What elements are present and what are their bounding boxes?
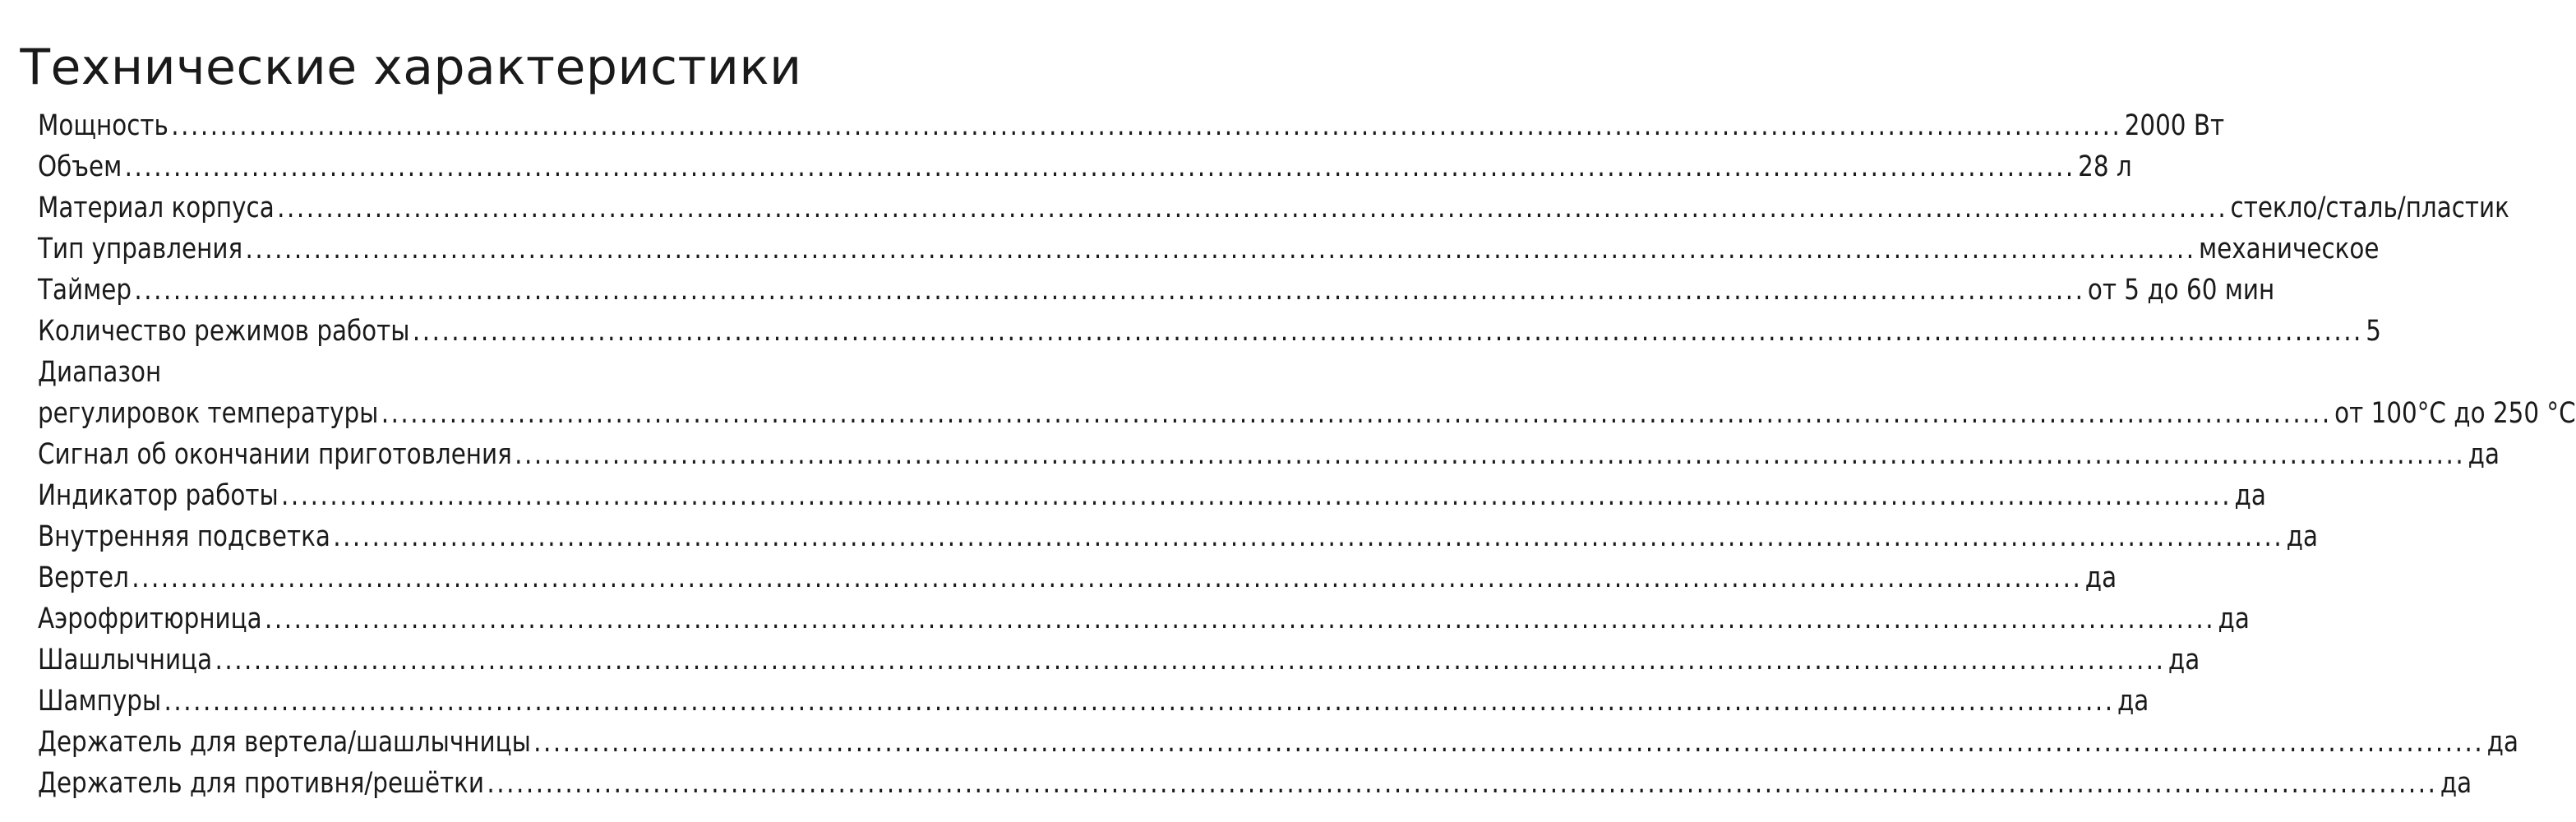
spec-row-tray-holder xyxy=(38,763,2472,804)
spec-row-rotisserie xyxy=(38,557,2117,598)
leader-dots: ........................................................................................................................................................................................................ xyxy=(381,397,2332,430)
spec-value: механическое xyxy=(2198,233,2380,266)
spec-row-body-material xyxy=(38,187,2509,229)
spec-value: 5 xyxy=(2366,315,2382,348)
spec-label: Держатель для вертела/шашлычницы xyxy=(38,726,531,759)
spec-label: Аэрофритюрница xyxy=(38,603,262,635)
spec-row-timer xyxy=(38,270,2275,311)
leader-dots: ........................................................................................................................................................................................................ xyxy=(281,479,2232,512)
spec-value: от 100°C до 250 °C xyxy=(2334,397,2576,430)
spec-value: да xyxy=(2218,603,2250,635)
spec-row-kebab-maker xyxy=(38,640,2200,681)
spec-label: Материал корпуса xyxy=(38,192,275,224)
leader-dots: ........................................................................................................................................................................................................ xyxy=(487,767,2438,800)
spec-label: Шашлычница xyxy=(38,644,213,677)
spec-row-inner-light xyxy=(38,516,2319,557)
spec-label: Сигнал об окончании приготовления xyxy=(38,438,512,471)
spec-label: Мощность xyxy=(38,109,169,142)
spec-value: да xyxy=(2117,685,2149,718)
leader-dots: ........................................................................................................................................................................................................ xyxy=(515,438,2466,471)
spec-value: да xyxy=(2234,479,2266,512)
spec-label: Таймер xyxy=(38,274,132,307)
spec-row-end-signal xyxy=(38,434,2500,475)
leader-dots: ........................................................................................................................................................................................................ xyxy=(533,726,2485,759)
spec-value: стекло/сталь/пластик xyxy=(2230,192,2509,224)
spec-row-air-fryer xyxy=(38,598,2250,640)
spec-row-spit-holder xyxy=(38,722,2518,763)
leader-dots: ........................................................................................................................................................................................................ xyxy=(333,520,2284,553)
spec-value: да xyxy=(2468,438,2500,471)
leader-dots: ........................................................................................................................................................................................................ xyxy=(124,150,2075,183)
spec-label: Держатель для противня/решётки xyxy=(38,767,485,800)
spec-value: да xyxy=(2486,726,2518,759)
leader-dots: ........................................................................................................................................................................................................ xyxy=(277,192,2228,224)
spec-label: регулировок температуры xyxy=(38,397,379,430)
spec-row-modes xyxy=(38,311,2382,352)
spec-label: Шампуры xyxy=(38,685,162,718)
leader-dots: ........................................................................................................................................................................................................ xyxy=(132,561,2083,594)
spec-value: да xyxy=(2084,561,2117,594)
spec-row-power xyxy=(38,105,2225,146)
spec-row-range-heading xyxy=(38,352,779,393)
spec-label: Вертел xyxy=(38,561,129,594)
spec-value: от 5 до 60 мин xyxy=(2087,274,2275,307)
page-title: Технические характеристики xyxy=(20,39,802,96)
leader-dots: ........................................................................................................................................................................................................ xyxy=(412,315,2363,348)
spec-label: Количество режимов работы xyxy=(38,315,410,348)
spec-label: Тип управления xyxy=(38,233,243,266)
spec-label: Объем xyxy=(38,150,122,183)
spec-row-volume xyxy=(38,146,2132,187)
spec-row-indicator xyxy=(38,475,2266,516)
leader-dots: ........................................................................................................................................................................................................ xyxy=(265,603,2216,635)
spec-label: Диапазон xyxy=(38,356,162,389)
spec-row-temperature-range xyxy=(38,393,2576,434)
spec-value: да xyxy=(2440,767,2472,800)
spec-value: 2000 Вт xyxy=(2124,109,2225,142)
spec-row-control-type xyxy=(38,229,2380,270)
spec-value: да xyxy=(2167,644,2200,677)
spec-row-skewers xyxy=(38,681,2149,722)
leader-dots: ........................................................................................................................................................................................................ xyxy=(134,274,2085,307)
leader-dots: ........................................................................................................................................................................................................ xyxy=(215,644,2166,677)
spec-label: Внутренняя подсветка xyxy=(38,520,330,553)
spec-list xyxy=(38,105,2576,804)
leader-dots: ........................................................................................................................................................................................................ xyxy=(164,685,2115,718)
leader-dots: ........................................................................................................................................................................................................ xyxy=(171,109,2122,142)
spec-value: 28 л xyxy=(2078,150,2132,183)
spec-value: да xyxy=(2286,520,2319,553)
leader-dots: ........................................................................................................................................................................................................ xyxy=(245,233,2196,266)
spec-label: Индикатор работы xyxy=(38,479,279,512)
